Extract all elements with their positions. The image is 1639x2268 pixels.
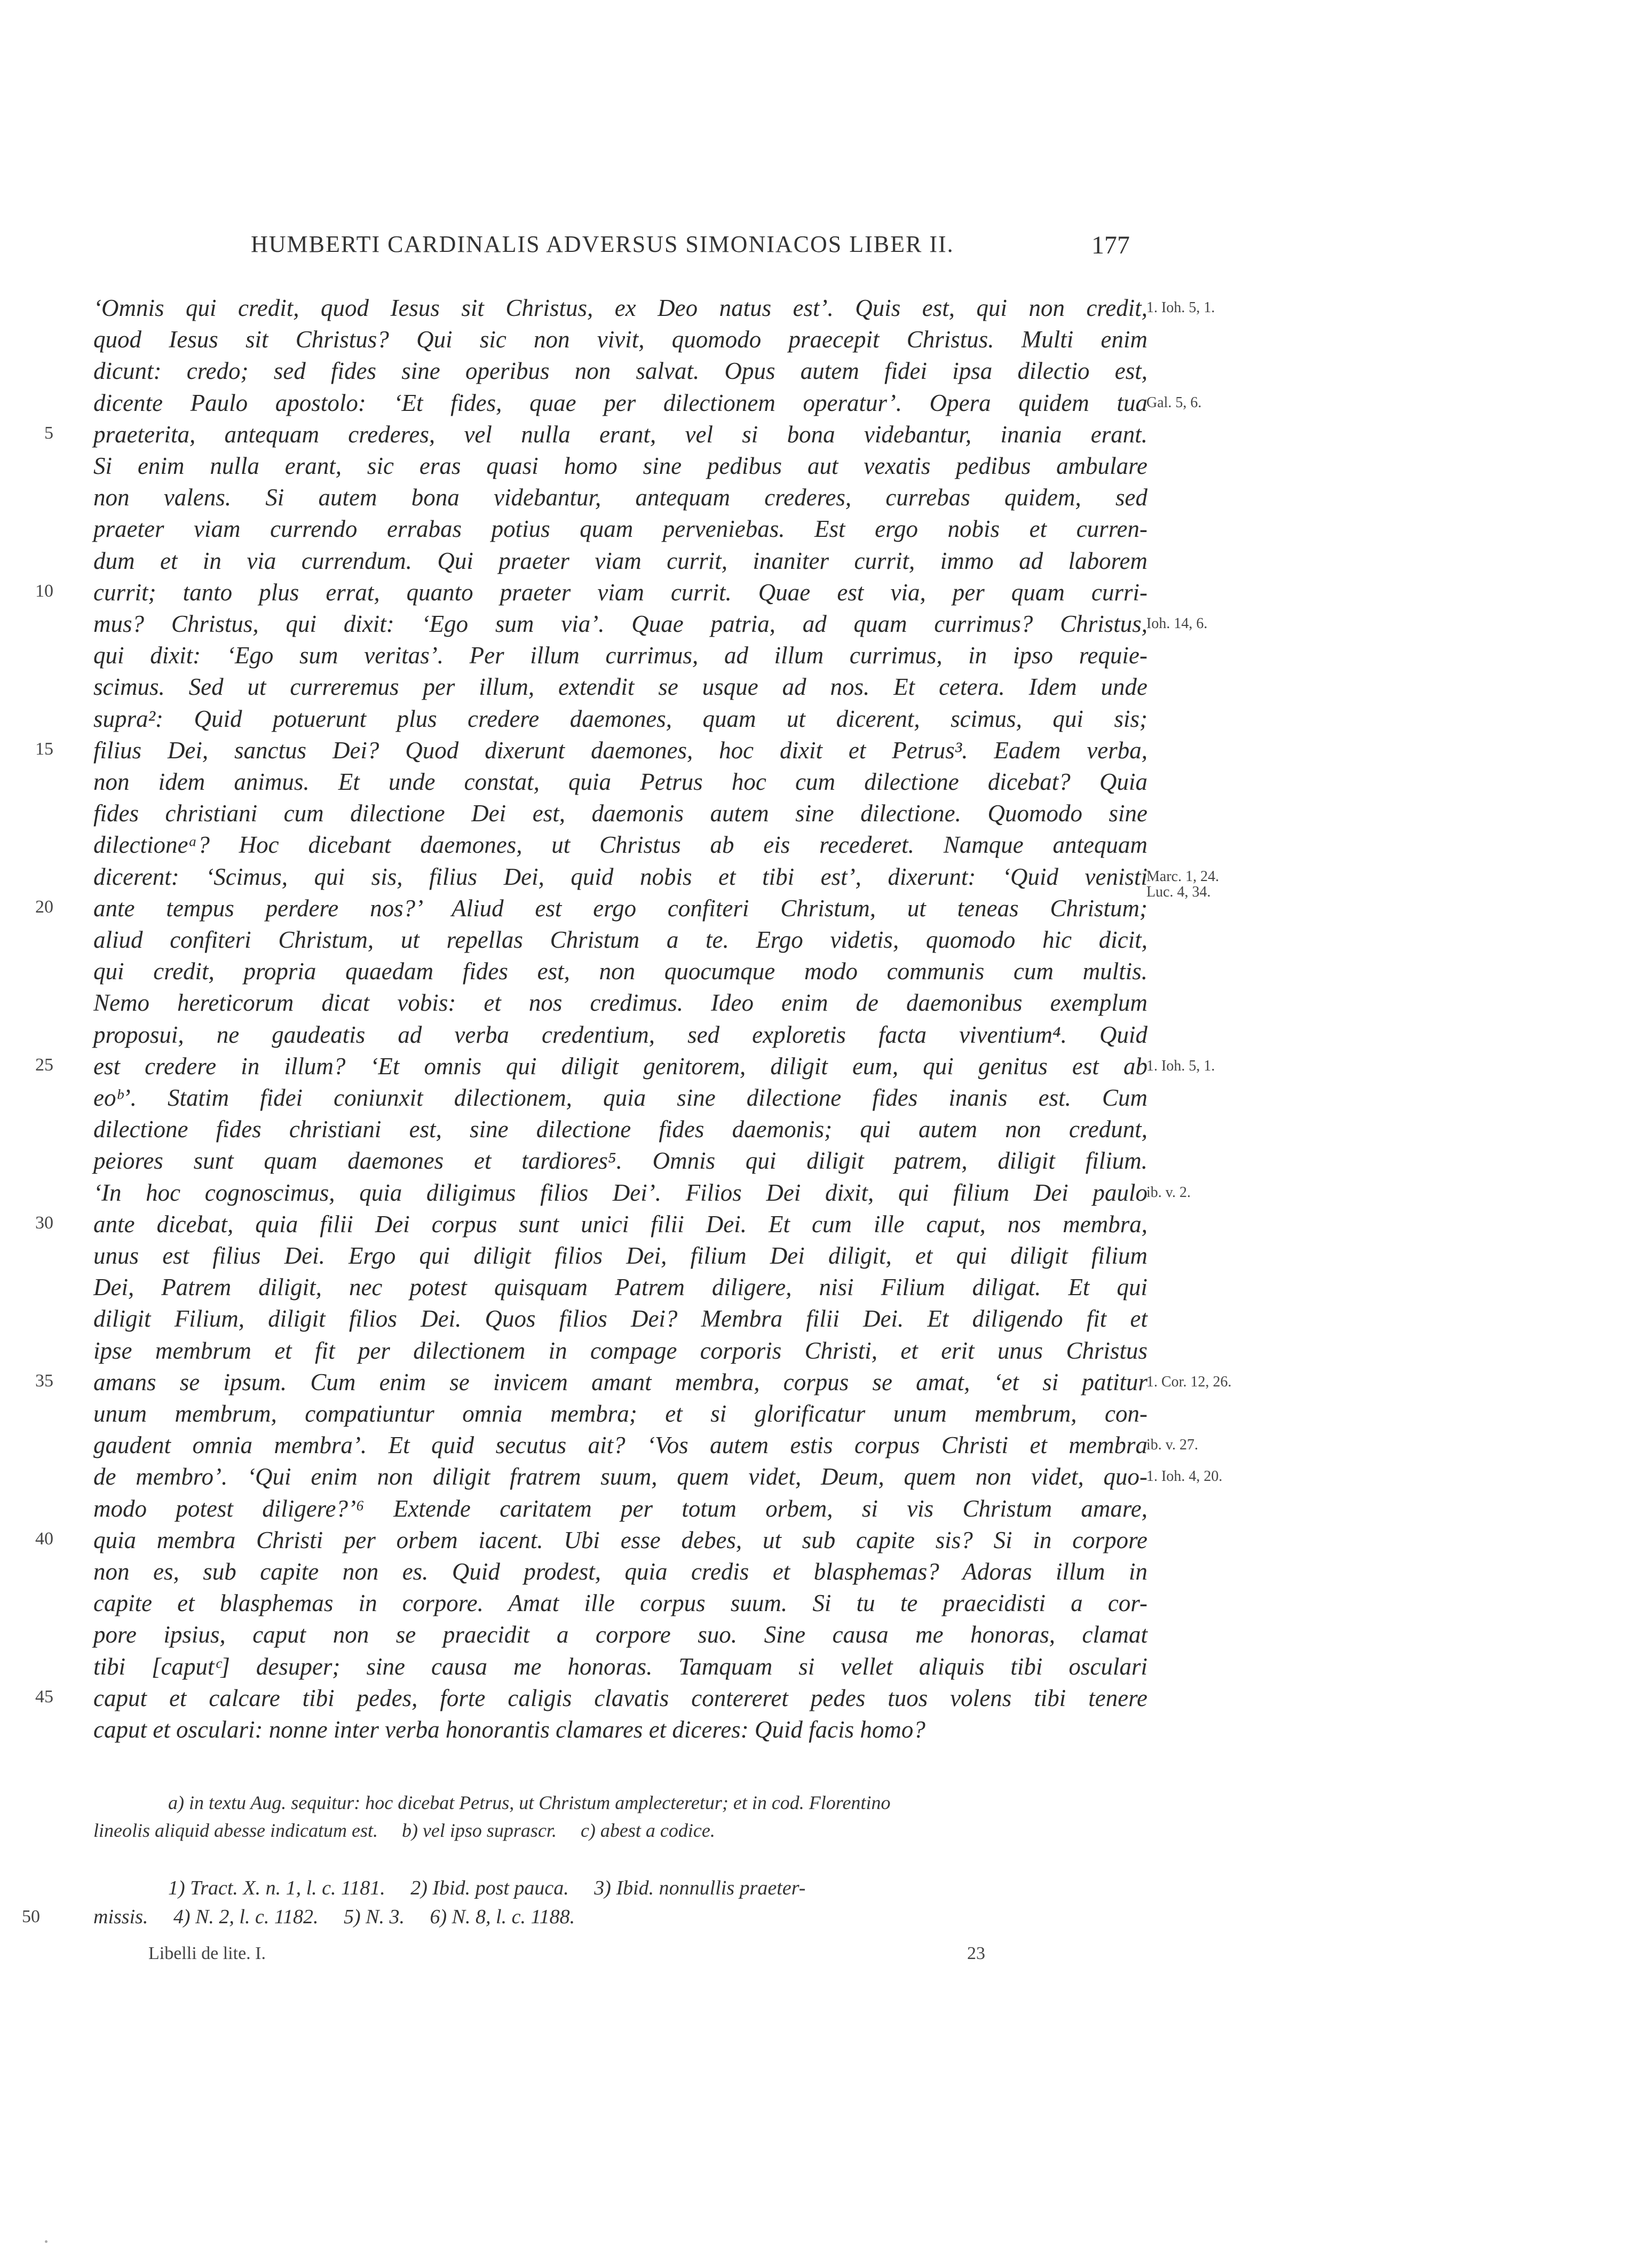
text-line (0, 987, 1174, 1019)
line-text: pore ipsius, caput non se praecidit a corpore suo. Sine causa me honoras, clamat (93, 1621, 1147, 1648)
text-line (0, 324, 1174, 355)
text-line (0, 419, 1174, 450)
text-line (0, 482, 1174, 513)
text-line (0, 798, 1174, 829)
running-title: HUMBERTI CARDINALIS ADVERSUS SIMONIACOS LIBER II. (251, 231, 954, 257)
text-line (0, 1398, 1174, 1430)
line-text: ante tempus perdere nos?’ Aliud est ergo confiteri Christum, ut teneas Christum; (93, 894, 1147, 922)
line-text: scimus. Sed ut curreremus per illum, extendit se usque ad nos. Et cetera. Idem unde (93, 673, 1147, 701)
line-text: caput et calcare tibi pedes, forte caligis clavatis contereret pedes tuos volens tibi tenere (93, 1684, 1147, 1711)
source-note-text: 1) Tract. X. n. 1, l. c. 1181. 2) Ibid. post pauca. 3) Ibid. nonnullis praeter- (168, 1877, 806, 1899)
text-line (0, 1619, 1174, 1651)
line-text: peiores sunt quam daemones et tardiores⁵. Omnis qui diligit patrem, diligit filium. (93, 1147, 1147, 1175)
line-text: qui credit, propria quaedam fides est, non quocumque modo communis cum multis. (93, 958, 1147, 985)
text-line (0, 1461, 1174, 1493)
margin-reference: Gal. 5, 6. (1146, 394, 1202, 411)
text-line (0, 956, 1174, 987)
text-line (0, 703, 1174, 735)
line-text: dilectione fides christiani est, sine dilectione fides daemonis; qui autem non credunt, (93, 1116, 1147, 1143)
line-text: qui dixit: ‘Ego sum veritas’. Per illum currimus, ad illum currimus, in ipso requie- (93, 642, 1147, 669)
line-text: dum et in via currendum. Qui praeter viam currit, inaniter currit, immo ad laborem (93, 547, 1147, 574)
text-line (0, 671, 1174, 703)
line-text: eoᵇ’. Statim fidei coniunxit dilectionem, quia sine dilectione fides inanis est. Cum (93, 1084, 1147, 1111)
margin-reference: ib. v. 2. (1146, 1184, 1191, 1201)
text-line (0, 1714, 1174, 1746)
line-text: supra²: Quid potuerunt plus credere daemones, quam ut dicerent, scimus, qui sis; (93, 705, 1147, 732)
signature-left: Libelli de lite. I. (148, 1944, 266, 1963)
text-line (0, 387, 1174, 419)
text-line (0, 545, 1174, 577)
line-text: dicerent: ‘Scimus, qui sis, filius Dei, quid nobis et tibi est’, dixerunt: ‘Quid venisti (93, 863, 1147, 890)
source-note-text: missis. 4) N. 2, l. c. 1182. 5) N. 3. 6) N. 8, l. c. 1188. (93, 1906, 575, 1928)
line-text: unum membrum, compatiuntur omnia membra; et si glorificatur unum membrum, con- (93, 1400, 1147, 1427)
margin-reference: Luc. 4, 34. (1146, 884, 1211, 901)
text-line (0, 1303, 1174, 1335)
text-line (0, 1493, 1174, 1525)
text-line (0, 1335, 1174, 1367)
line-text: non idem animus. Et unde constat, quia Petrus hoc cum dilectione dicebat? Quia (93, 768, 1147, 795)
line-text: Nemo hereticorum dicat vobis: et nos credimus. Ideo enim de daemonibus exemplum (93, 989, 1147, 1017)
line-number: 35 (35, 1370, 53, 1391)
line-text: diligit Filium, diligit filios Dei. Quos filios Dei? Membra filii Dei. Et diligendo fit et (93, 1305, 1147, 1333)
critical-note-line: a) in textu Aug. sequitur: hoc dicebat Petrus, ut Christum amplecteretur; et in cod. Florentino (168, 1792, 891, 1813)
line-text: modo potest diligere?’⁶ Extende caritatem per totum orbem, si vis Christum amare, (93, 1495, 1147, 1522)
line-text: quod Iesus sit Christus? Qui sic non vivit, quomodo praecepit Christus. Multi enim (93, 326, 1147, 353)
text-line (0, 1114, 1174, 1145)
margin-reference: ib. v. 27. (1146, 1437, 1198, 1454)
text-line (0, 1683, 1174, 1714)
critical-note-line: lineolis aliquid abesse indicatum est. b) vel ipso suprascr. c) abest a codice. (93, 1820, 715, 1841)
text-line (0, 1651, 1174, 1683)
line-text: de membro’. ‘Qui enim non diligit fratrem suum, quem videt, Deum, quem non videt, quo- (93, 1463, 1147, 1490)
line-text: praeterita, antequam crederes, vel nulla erant, vel si bona videbantur, inania erant. (93, 421, 1147, 448)
margin-reference: Ioh. 14, 6. (1146, 615, 1208, 632)
margin-reference: 1. Ioh. 5, 1. (1146, 299, 1215, 316)
line-text: non valens. Si autem bona videbantur, antequam crederes, currebas quidem, sed (93, 484, 1147, 511)
line-text: tibi [caputᶜ] desuper; sine causa me honoras. Tamquam si vellet aliquis tibi osculari (93, 1653, 1147, 1680)
page-speck (45, 2240, 47, 2243)
text-line (0, 1209, 1174, 1240)
line-text: non es, sub capite non es. Quid prodest, quia credis et blasphemas? Adoras illum in (93, 1558, 1147, 1585)
text-line (0, 292, 1174, 324)
text-line (0, 924, 1174, 956)
text-line (0, 861, 1174, 893)
line-text: caput et osculari: nonne inter verba honorantis clamares et diceres: Quid facis homo? (93, 1716, 925, 1743)
text-line (0, 355, 1174, 387)
text-line (0, 1082, 1174, 1114)
line-number: 20 (35, 897, 53, 917)
text-line (0, 1019, 1174, 1051)
line-text: ipse membrum et fit per dilectionem in compage corporis Christi, et erit unus Christus (93, 1337, 1147, 1364)
text-line (0, 1588, 1174, 1619)
line-number: 5 (44, 423, 53, 443)
text-line (0, 1272, 1174, 1303)
source-note-line (22, 1903, 1139, 1931)
line-text: ante dicebat, quia filii Dei corpus sunt unici filii Dei. Et cum ille caput, nos membra, (93, 1210, 1147, 1238)
line-number: 45 (35, 1686, 53, 1707)
line-number: 40 (35, 1528, 53, 1549)
text-line (0, 608, 1174, 640)
line-text: praeter viam currendo errabas potius quam perveniebas. Est ergo nobis et curren- (93, 516, 1147, 543)
text-line (0, 577, 1174, 608)
line-text: dicente Paulo apostolo: ‘Et fides, quae per dilectionem operatur’. Opera quidem tua (93, 389, 1147, 416)
margin-reference: 1. Ioh. 4, 20. (1146, 1468, 1223, 1485)
line-number: 10 (35, 581, 53, 601)
line-text: capite et blasphemas in corpore. Amat ille corpus suum. Si tu te praecidisti a cor- (93, 1590, 1147, 1617)
margin-reference: Marc. 1, 24. (1146, 868, 1220, 885)
text-line (0, 766, 1174, 798)
text-line (0, 893, 1174, 924)
line-text: gaudent omnia membra’. Et quid secutus ait? ‘Vos autem estis corpus Christi et membra (93, 1432, 1147, 1459)
line-text: ‘In hoc cognoscimus, quia diligimus filios Dei’. Filios Dei dixit, qui filium Dei paulo (93, 1179, 1147, 1206)
line-text: aliud confiteri Christum, ut repellas Christum a te. Ergo videtis, quomodo hic dicit, (93, 926, 1147, 953)
line-number: 25 (35, 1054, 53, 1075)
text-line (0, 1367, 1174, 1398)
source-note-line (168, 1874, 1214, 1902)
line-text: ‘Omnis qui credit, quod Iesus sit Christus, ex Deo natus est’. Quis est, qui non credit, (93, 295, 1147, 321)
text-line (0, 829, 1174, 861)
line-text: est credere in illum? ‘Et omnis qui diligit genitorem, diligit eum, qui genitus est ab (93, 1052, 1147, 1080)
line-text: amans se ipsum. Cum enim se invicem amant membra, corpus se amat, ‘et si patitur (93, 1368, 1147, 1395)
text-line (0, 735, 1174, 766)
page-number: 177 (1091, 231, 1130, 259)
line-text: proposui, ne gaudeatis ad verba credentium, sed exploretis facta viventium⁴. Quid (93, 1021, 1147, 1048)
line-text: fides christiani cum dilectione Dei est, daemonis autem sine dilectione. Quomodo sine (93, 800, 1147, 827)
line-number: 15 (35, 739, 53, 759)
line-text: filius Dei, sanctus Dei? Quod dixerunt daemones, hoc dixit et Petrus³. Eadem verba, (93, 736, 1147, 764)
line-number: 30 (35, 1212, 53, 1233)
line-text: currit; tanto plus errat, quanto praeter viam currit. Quae est via, per quam curri- (93, 578, 1147, 606)
line-text: unus est filius Dei. Ergo qui diligit filios Dei, filium Dei diligit, et qui diligit filium (93, 1242, 1147, 1269)
text-line (0, 1240, 1174, 1272)
margin-reference: 1. Ioh. 5, 1. (1146, 1057, 1215, 1074)
line-text: dicunt: credo; sed fides sine operibus non salvat. Opus autem fidei ipsa dilectio est, (93, 358, 1147, 385)
text-line (0, 1177, 1174, 1209)
line-text: dilectioneᵃ? Hoc dicebant daemones, ut Christus ab eis recederet. Namque antequam (93, 831, 1147, 859)
text-line (0, 1145, 1174, 1177)
text-line (0, 1430, 1174, 1461)
text-line (0, 1525, 1174, 1556)
text-line (0, 1051, 1174, 1082)
line-number: 50 (22, 1907, 40, 1926)
line-text: Si enim nulla erant, sic eras quasi homo sine pedibus aut vexatis pedibus ambulare (93, 453, 1147, 479)
signature-right: 23 (967, 1944, 985, 1963)
text-line (0, 513, 1174, 545)
line-text: Dei, Patrem diligit, nec potest quisquam Patrem diligere, nisi Filium diligat. Et qui (93, 1274, 1147, 1301)
text-line (0, 1556, 1174, 1588)
line-text: mus? Christus, qui dixit: ‘Ego sum via’. Quae patria, ad quam currimus? Christus, (93, 610, 1147, 637)
line-text: quia membra Christi per orbem iacent. Ubi esse debes, ut sub capite sis? Si in corpore (93, 1526, 1147, 1553)
margin-reference: 1. Cor. 12, 26. (1146, 1373, 1232, 1390)
text-line (0, 640, 1174, 671)
text-line (0, 450, 1174, 482)
